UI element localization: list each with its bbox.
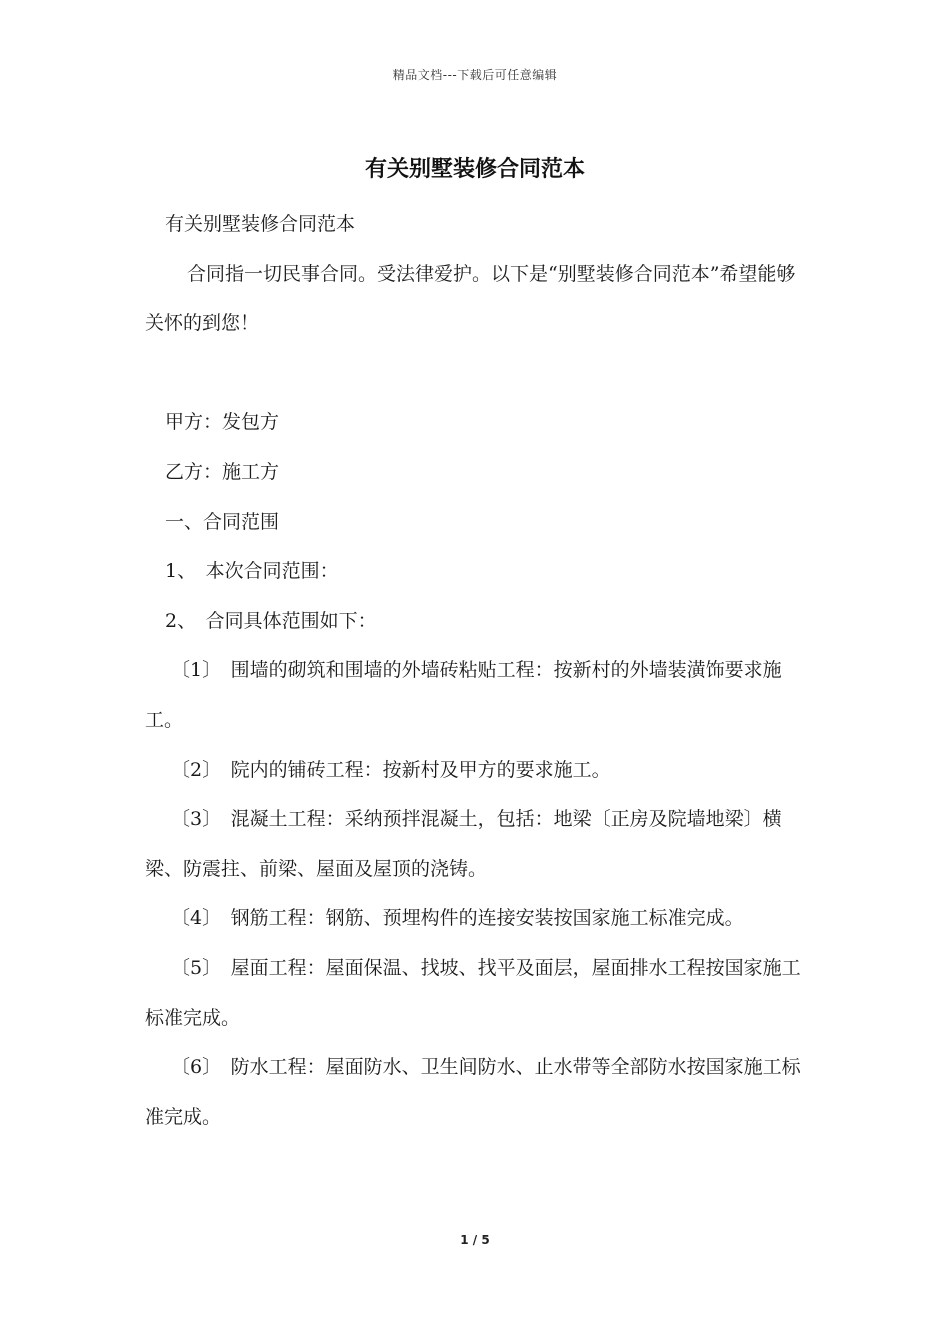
header-note: 精品文档---下载后可任意编辑 [392, 68, 558, 82]
page-number: 1 / 5 [460, 1233, 490, 1247]
section-heading: 一、合同范围 [165, 510, 280, 533]
scope-item: 〔2〕 院内的铺砖工程：按新村及甲方的要求施工。 [171, 758, 611, 781]
party-b-line: 乙方：施工方 [165, 460, 280, 483]
scope-item: 〔6〕 防水工程：屋面防水、卫生间防水、止水带等全部防水按国家施工标准完成。 [145, 1056, 801, 1128]
document-title: 有关别墅装修合同范本 [364, 157, 585, 182]
blank-line [145, 349, 807, 399]
scope-item: 〔1〕 围墙的砌筑和围墙的外墙砖粘贴工程：按新村的外墙装潢饰要求施工。 [145, 659, 782, 731]
subtitle-paragraph: 有关别墅装修合同范本 [165, 213, 356, 235]
list-item: 2、 合同具体范围如下： [165, 609, 377, 632]
document-body [145, 200, 807, 1142]
intro-paragraph: 合同指一切民事合同。受法律爱护。以下是“别墅装修合同范本”希望能够关怀的到您！ [145, 262, 796, 335]
party-a-line: 甲方：发包方 [165, 411, 280, 434]
list-item: 1、 本次合同范围： [165, 560, 339, 583]
scope-item: 〔4〕 钢筋工程：钢筋、预埋构件的连接安装按国家施工标准完成。 [171, 907, 744, 930]
scope-item: 〔3〕 混凝土工程：采纳预拌混凝土，包括：地梁〔正房及院墙地梁〕横梁、防震拄、前梁、屋面及屋顶的浇铸。 [145, 808, 782, 880]
scope-item: 〔5〕 屋面工程：屋面保温、找坡、找平及面层，屋面排水工程按国家施工标准完成。 [145, 956, 801, 1029]
